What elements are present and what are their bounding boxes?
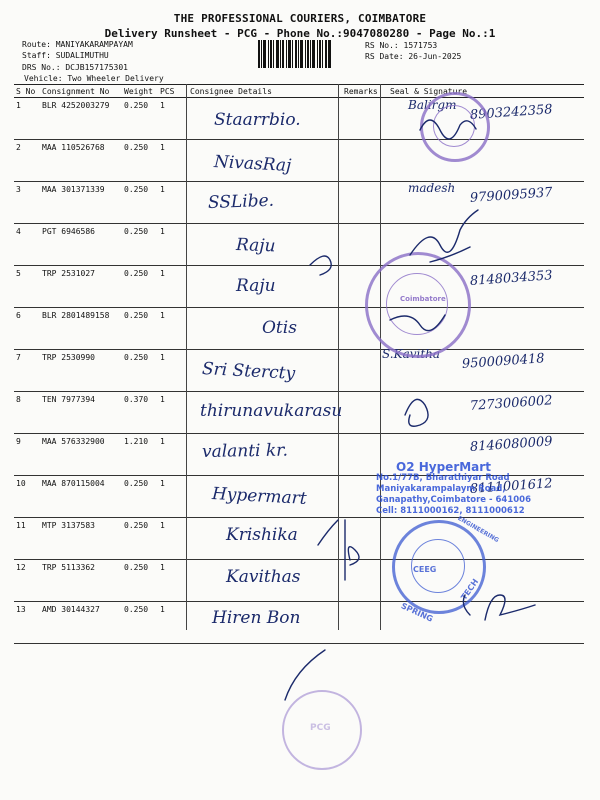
stamp-ceeg-label: CEEG	[413, 565, 437, 574]
table-row	[14, 308, 584, 350]
row-weight: 0.250	[122, 476, 158, 518]
row-remarks	[342, 182, 388, 224]
stamp-engineering-label: ENGINEERING	[456, 514, 500, 545]
handwritten-consignee-name: Raju	[236, 276, 276, 296]
col-remarks: Remarks	[342, 85, 388, 98]
row-sno: 10	[14, 476, 40, 518]
row-weight: 0.250	[122, 98, 158, 140]
handwritten-phone-number: 9500090418	[461, 351, 546, 372]
row-pcs: 1	[158, 392, 188, 434]
handwritten-consignee-name: Otis	[262, 317, 297, 338]
store-address-line: Maniyakarampalaym Road,	[376, 484, 506, 494]
row-consignment-no: MAA 110526768	[40, 140, 122, 182]
row-weight: 0.250	[122, 224, 158, 266]
row-remarks	[342, 560, 388, 602]
col-consignment: Consignment No	[40, 85, 122, 98]
row-consignment-no: MAA 870115004	[40, 476, 122, 518]
handwritten-phone-number: 8903242358	[469, 102, 554, 123]
column-divider	[380, 84, 381, 630]
handwritten-consignee-name: Raju	[235, 234, 276, 256]
row-remarks	[342, 140, 388, 182]
row-weight: 0.250	[122, 518, 158, 560]
row-pcs: 1	[158, 560, 188, 602]
row-weight: 0.250	[122, 140, 158, 182]
column-divider	[186, 84, 187, 630]
handwritten-phone-number: 8111001612	[469, 475, 554, 497]
row-remarks	[342, 224, 388, 266]
store-address-line: Ganapathy,Coimbatore - 641006	[376, 495, 532, 505]
handwritten-consignee-name: Krishika	[226, 525, 298, 545]
row-consignment-no: BLR 2801489158	[40, 308, 122, 350]
row-sno: 3	[14, 182, 40, 224]
row-consignment-no: AMD 30144327	[40, 602, 122, 644]
row-consignment-no: TRP 2531027	[40, 266, 122, 308]
handwritten-consignee-name: Kavithas	[226, 566, 301, 587]
row-seal-signature	[388, 140, 584, 182]
pcg-stamp	[282, 690, 362, 770]
handwritten-receiver-name: Balirgm	[408, 98, 457, 112]
drs-number: DRS No.: DCJB157175301	[22, 63, 128, 72]
handwritten-consignee-name: Hiren Bon	[212, 608, 301, 628]
row-consignment-no: MTP 3137583	[40, 518, 122, 560]
handwritten-consignee-name: SSLibe.	[207, 190, 275, 213]
row-pcs: 1	[158, 182, 188, 224]
row-sno: 4	[14, 224, 40, 266]
handwritten-consignee-name: valanti kr.	[201, 440, 289, 462]
route-info: Route: MANIYAKARAMPAYAM	[22, 40, 133, 49]
handwritten-consignee-name: Staarrbio.	[214, 110, 301, 130]
row-sno: 6	[14, 308, 40, 350]
rs-number: RS No.: 1571753	[365, 41, 438, 50]
row-weight: 1.210	[122, 434, 158, 476]
pcg-stamp-label: PCG	[310, 723, 331, 733]
row-consignment-no: PGT 6946586	[40, 224, 122, 266]
row-sno: 11	[14, 518, 40, 560]
store-brand: O2 HyperMart	[396, 460, 491, 474]
row-weight: 0.370	[122, 392, 158, 434]
table-header-row	[14, 85, 584, 98]
handwritten-phone-number: 8146080009	[469, 434, 554, 455]
col-pcs: PCS	[158, 85, 188, 98]
vehicle-info: Vehicle: Two Wheeler Delivery	[24, 74, 164, 83]
staff-info: Staff: SUDALIMUTHU	[22, 51, 109, 60]
row-pcs: 1	[158, 224, 188, 266]
handwritten-consignee-name: Sri Stercty	[201, 359, 296, 384]
handwritten-consignee-name: NivasRaj	[213, 151, 292, 176]
stamp-spring-label: SPRING	[399, 601, 435, 624]
handwritten-consignee-name: Hypermart	[211, 483, 308, 509]
purple-seal-stamp	[420, 92, 490, 162]
row-pcs: 1	[158, 476, 188, 518]
stamp-city-label: Coimbatore	[400, 295, 446, 303]
handwritten-receiver-name: madesh	[408, 181, 456, 195]
row-weight: 0.250	[122, 602, 158, 644]
row-consignment-no: TRP 2530990	[40, 350, 122, 392]
row-sno: 9	[14, 434, 40, 476]
handwritten-phone-number: 8148034353	[469, 268, 554, 289]
handwritten-consignee-name: thirunavukarasu	[200, 400, 343, 421]
store-address-line: No.1/77B, Bharathiyar Road	[376, 473, 510, 483]
row-sno: 8	[14, 392, 40, 434]
row-consignment-no: MAA 301371339	[40, 182, 122, 224]
col-seal: Seal & Signature	[388, 85, 584, 98]
row-sno: 7	[14, 350, 40, 392]
runsheet-company-title: THE PROFESSIONAL COURIERS, COIMBATORE	[173, 12, 427, 25]
row-pcs: 1	[158, 350, 188, 392]
row-pcs: 1	[158, 140, 188, 182]
row-remarks	[342, 392, 388, 434]
row-pcs: 1	[158, 98, 188, 140]
row-consignment-no: TRP 5113362	[40, 560, 122, 602]
row-pcs: 1	[158, 266, 188, 308]
row-consignment-no: BLR 4252003279	[40, 98, 122, 140]
row-weight: 0.250	[122, 560, 158, 602]
row-weight: 0.250	[122, 266, 158, 308]
row-sno: 2	[14, 140, 40, 182]
col-sno: S No	[14, 85, 40, 98]
store-phone-line: Cell: 8111000162, 8111000612	[376, 506, 525, 516]
runsheet-subtitle: Delivery Runsheet - PCG - Phone No.:9047080280 - Page No.:1	[104, 27, 496, 40]
column-divider	[338, 84, 339, 630]
row-remarks	[342, 518, 388, 560]
table-row	[14, 140, 584, 182]
rs-date: RS Date: 26-Jun-2025	[365, 52, 462, 61]
coimbatore-seal-stamp	[365, 252, 471, 358]
spring-tech-stamp	[392, 520, 486, 614]
row-sno: 12	[14, 560, 40, 602]
row-pcs: 1	[158, 518, 188, 560]
row-weight: 0.250	[122, 350, 158, 392]
row-weight: 0.250	[122, 308, 158, 350]
col-weight: Weight	[122, 85, 158, 98]
table-row	[14, 224, 584, 266]
col-consignee: Consignee Details	[188, 85, 342, 98]
row-pcs: 1	[158, 434, 188, 476]
stamp-tech-label: TECH	[459, 577, 481, 602]
row-weight: 0.250	[122, 182, 158, 224]
row-sno: 13	[14, 602, 40, 644]
hypermart-stamp	[376, 462, 531, 517]
row-sno: 5	[14, 266, 40, 308]
row-sno: 1	[14, 98, 40, 140]
row-consignment-no: TEN 7977394	[40, 392, 122, 434]
row-pcs: 1	[158, 602, 188, 644]
handwritten-phone-number: 9790095937	[469, 185, 554, 206]
row-remarks	[342, 602, 388, 644]
handwritten-phone-number: 7273006002	[469, 392, 554, 414]
handwritten-receiver-name: S.Kavitha	[382, 347, 441, 361]
row-pcs: 1	[158, 308, 188, 350]
row-remarks	[342, 98, 388, 140]
row-consignment-no: MAA 576332900	[40, 434, 122, 476]
barcode	[258, 40, 348, 68]
